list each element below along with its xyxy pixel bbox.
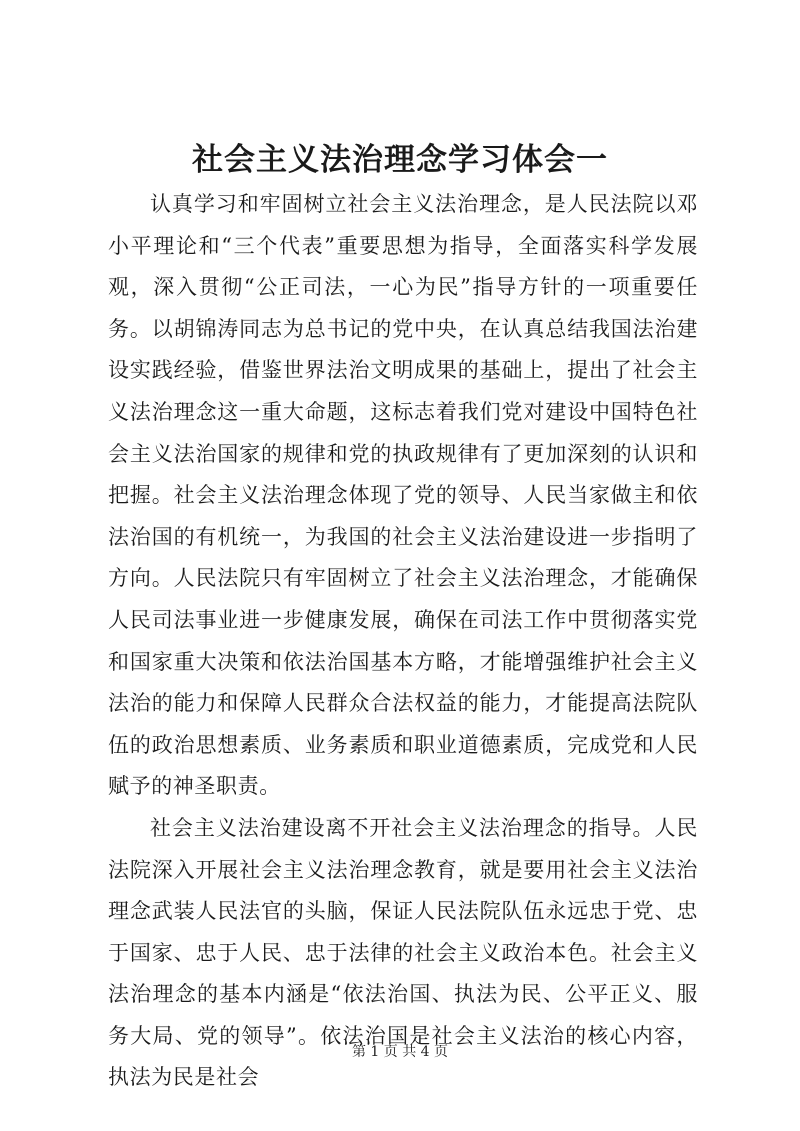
page-number-footer: 第 1 页 共 4 页 <box>351 1044 449 1060</box>
paragraph-1: 认真学习和牢固树立社会主义法治理念，是人民法院以邓小平理论和“三个代表”重要思想为指导，全面落实科学发展观，深入贯彻“公正司法，一心为民”指导方针的一项重要任务。以胡锦涛同志为总书记的党中央，在认真总结我国法治建设实践经验，借鉴世界法治文明成果的基础上，提出了社会主义法治理念这一重大命题，这标志着我们党对建设中国特色社会主义法治国家的规律和党的执政规律有了更加深刻的认识和把握。社会主义法治理念体现了党的领导、人民当家做主和依法治国的有机统一，为我国的社会主义法治建设进一步指明了方向。人民法院只有牢固树立了社会主义法治理念，才能确保人民司法事业进一步健康发展，确保在司法工作中贯彻落实党和国家重大决策和依法治国基本方略，才能增强维护社会主义法治的能力和保障人民群众合法权益的能力，才能提高法院队伍的政治思想素质、业务素质和职业道德素质，完成党和人民赋予的神圣职责。 <box>108 192 698 799</box>
paragraph-2: 社会主义法治建设离不开社会主义法治理念的指导。人民法院深入开展社会主义法治理念教育，就是要用社会主义法治理念武装人民法官的头脑，保证人民法院队伍永远忠于党、忠于国家、忠于人民、忠于法律的社会主义政治本色。社会主义法治理念的基本内涵是“依法治国、执法为民、公平正义、服务大局、党的领导”。依法治国是社会主义法治的核心内容，执法为民是社会 <box>108 815 698 1090</box>
document-body <box>108 184 698 1099</box>
document-title: 社会主义法治理念学习体会一 <box>192 142 608 178</box>
